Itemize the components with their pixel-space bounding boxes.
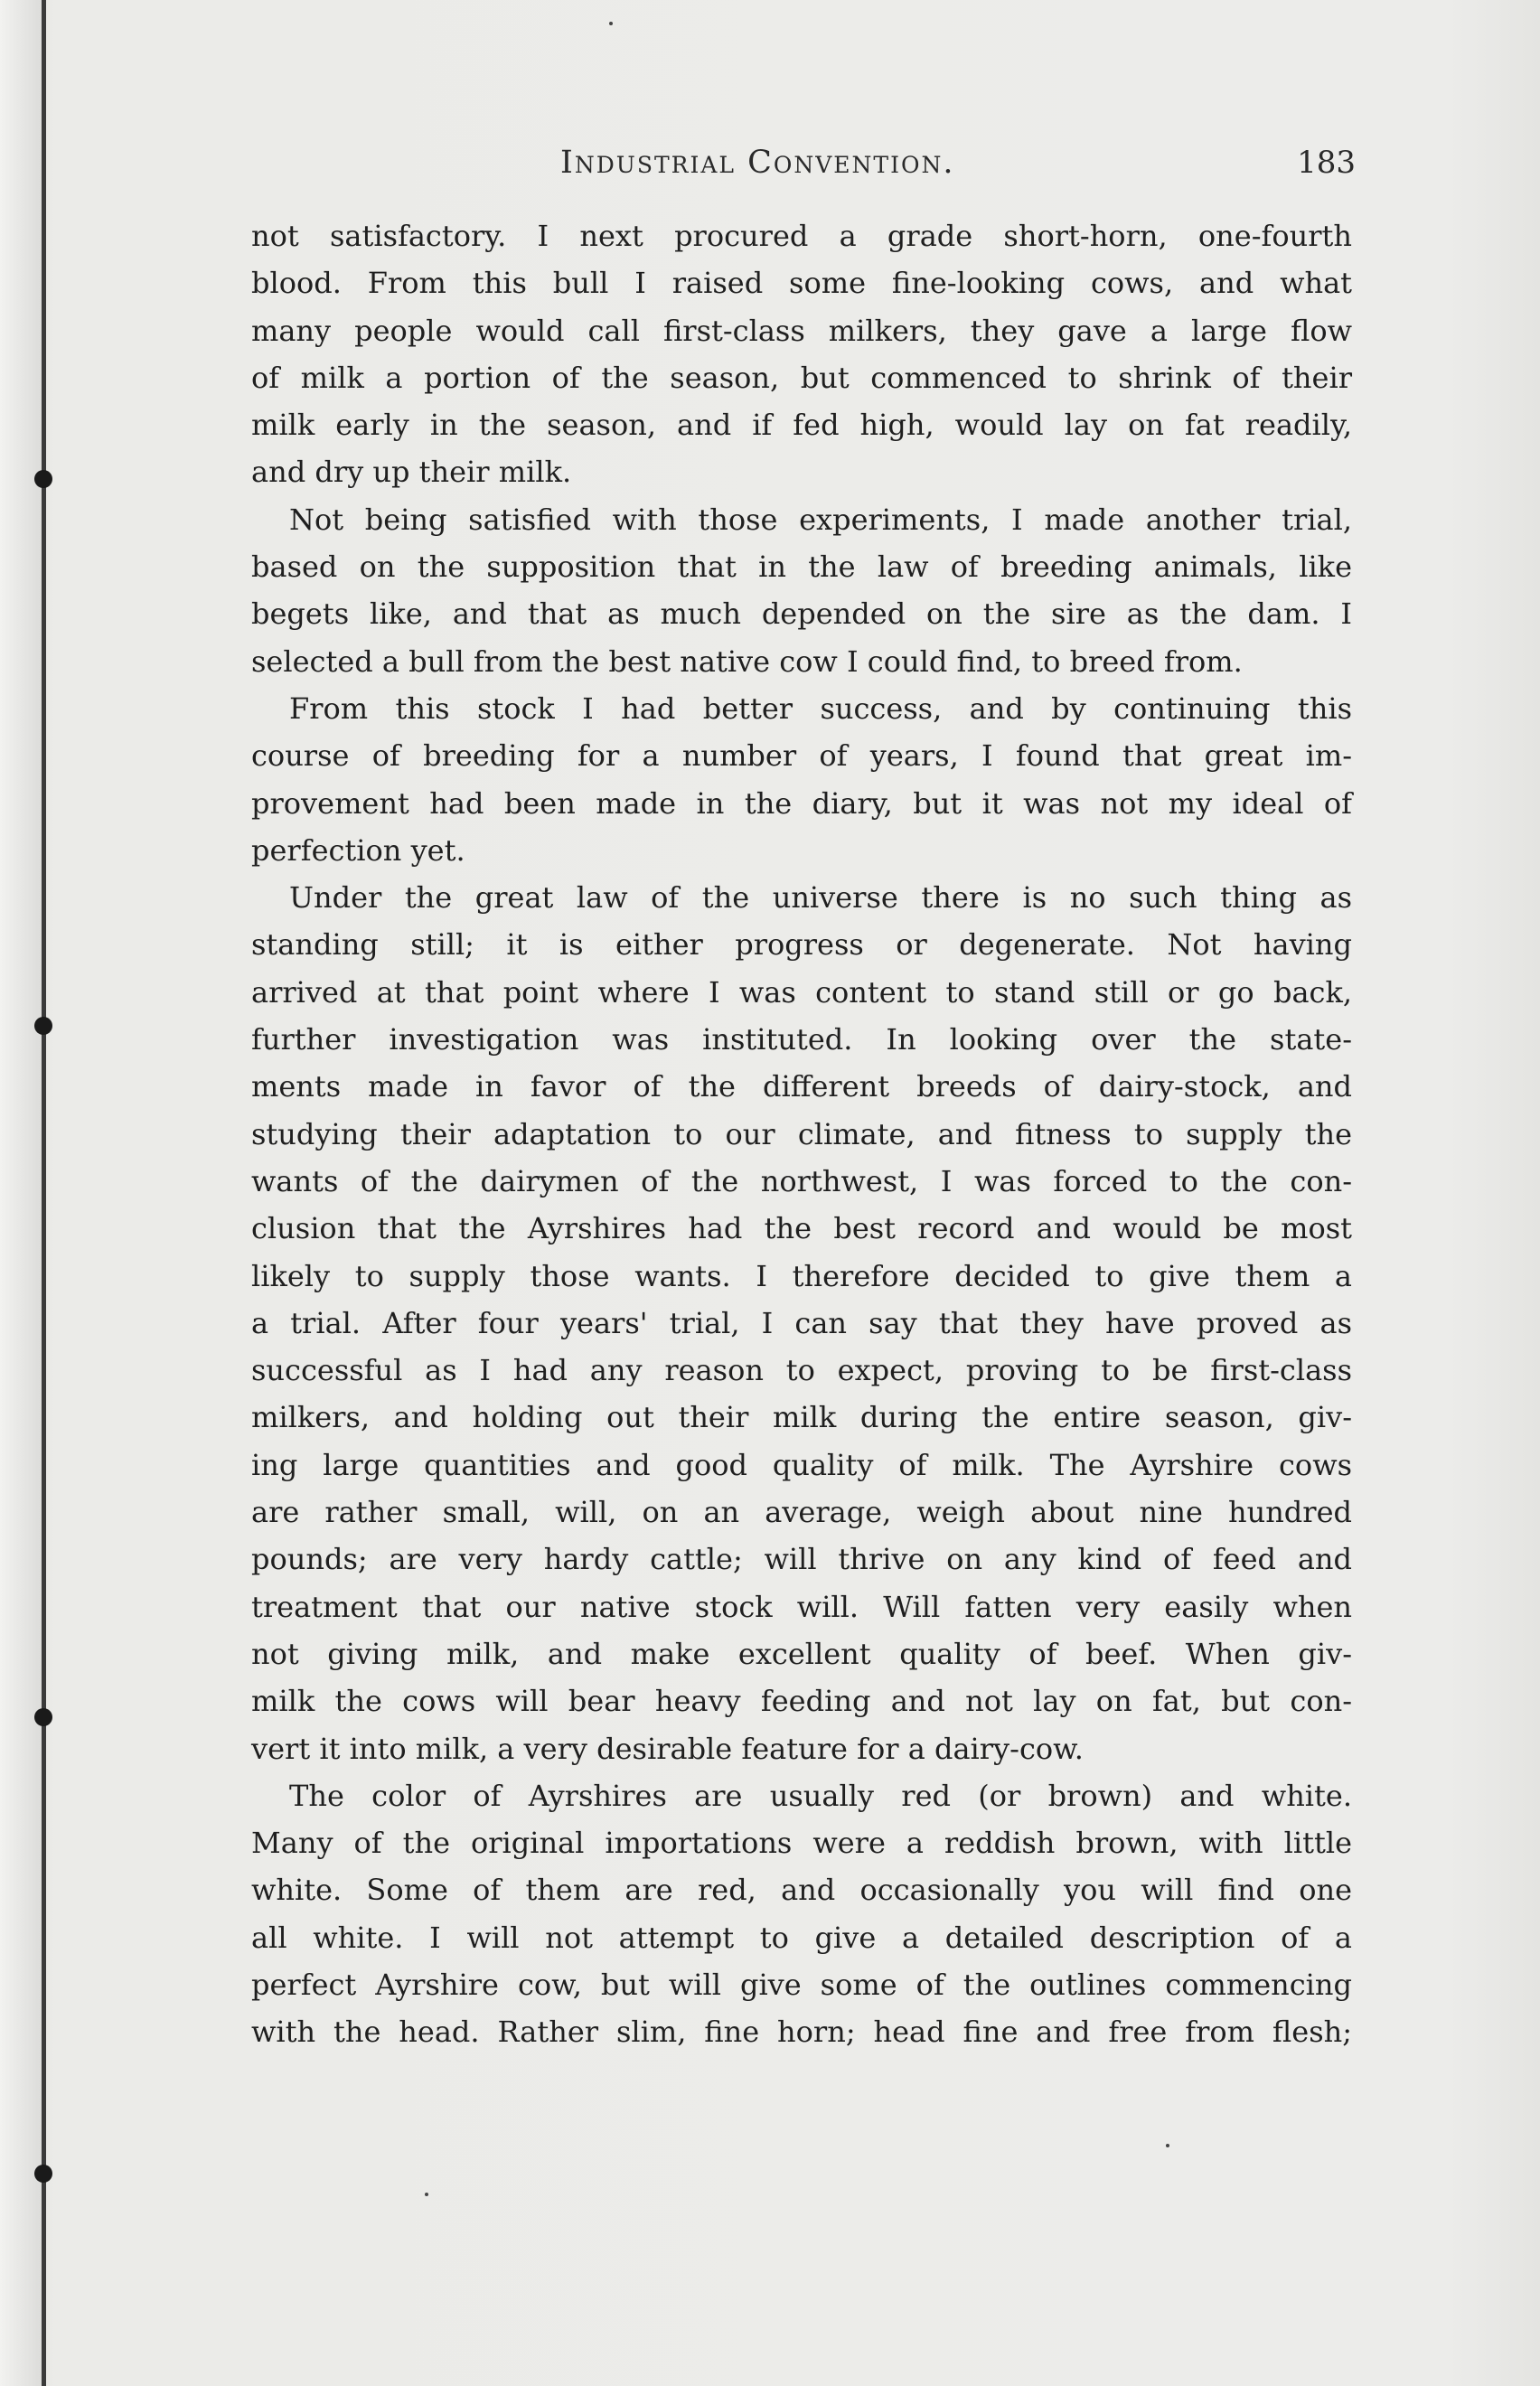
binding-stitch [34,1017,52,1035]
text-line: treatment that our native stock will. Will fatten very easily when [251,1589,1352,1624]
text-line: many people would call first-class milkers, they gave a large flow [251,313,1352,348]
text-line: selected a bull from the best native cow I could find, to breed from. [251,643,1243,679]
text-line: arrived at that point where I was content to stand still or go back, [251,974,1352,1010]
text-line: standing still; it is either progress or degenerate. Not having [251,927,1352,963]
text-line: milk early in the season, and if fed high, would lay on fat readily, [251,408,1352,443]
text-line: not satisfactory. I next procured a grade short-horn, one-fourth [251,219,1352,253]
text-line: white. Some of them are red, and occasionally you will find one [251,1873,1352,1908]
text-line: a trial. After four years' trial, I can say that they have proved as [251,1305,1352,1340]
text-line: course of breeding for a number of years, I found that great im- [251,738,1352,774]
text-line: Under the great law of the universe there is no such thing as [289,880,1352,916]
binding-stitch [34,2165,52,2183]
binding-stitch [34,470,52,488]
text-line: pounds; are very hardy cattle; will thrive on any kind of feed and [251,1542,1352,1577]
text-line: and dry up their milk. [251,455,572,490]
text-line: based on the supposition that in the law of breeding animals, like [251,550,1352,585]
text-line: provement had been made in the diary, but it was not my ideal of [251,785,1352,821]
binding-edge [42,0,46,2386]
text-line: ing large quantities and good quality of milk. The Ayrshire cows [251,1447,1352,1482]
paper-speck [1166,2144,1169,2147]
binding-shadow [0,0,42,2386]
body-text [251,212,1352,2056]
text-line: with the head. Rather slim, fine horn; head fine and free from flesh; [251,2015,1352,2050]
page-header [244,145,1356,199]
text-line: likely to supply those wants. I therefore decided to give them a [251,1258,1352,1293]
text-line: Many of the original importations were a reddish brown, with little [251,1826,1352,1861]
text-line: ments made in favor of the different breeds of dairy-stock, and [251,1069,1352,1104]
text-line: milk the cows will bear heavy feeding and not lay on fat, but con- [251,1684,1352,1719]
text-line: perfection yet. [251,832,465,868]
text-line: blood. From this bull I raised some fine-looking cows, and what [251,266,1352,301]
text-line: milkers, and holding out their milk during the entire season, giv- [251,1400,1352,1435]
page-number: 183 [1297,145,1356,181]
text-line: From this stock I had better success, and by continuing this [289,690,1352,726]
running-head: Industrial Convention. [560,145,955,181]
text-line: of milk a portion of the season, but commenced to shrink of their [251,360,1352,395]
text-line: begets like, and that as much depended on the sire as the dam. I [251,596,1352,632]
binding-stitch [34,1708,52,1726]
text-line: wants of the dairymen of the northwest, I was forced to the con- [251,1163,1352,1198]
text-line: all white. I will not attempt to give a detailed description of a [251,1920,1352,1955]
text-line: vert it into milk, a very desirable feature for a dairy-cow. [251,1731,1084,1766]
text-line: further investigation was instituted. In looking over the state- [251,1022,1352,1057]
text-line: studying their adaptation to our climate, and fitness to supply the [251,1116,1352,1151]
text-line: successful as I had any reason to expect, proving to be first-class [251,1353,1352,1388]
text-line: not giving milk, and make excellent quality of beef. When giv- [251,1636,1352,1671]
paper-speck [425,2193,428,2196]
text-line: are rather small, will, on an average, weigh about nine hundred [251,1495,1352,1530]
text-line: Not being satisfied with those experiments, I made another trial, [289,502,1352,537]
paper-speck [609,22,613,25]
text-line: perfect Ayrshire cow, but will give some of the outlines commencing [251,1967,1352,2002]
text-line: The color of Ayrshires are usually red (or brown) and white. [289,1778,1352,1813]
text-line: clusion that the Ayrshires had the best record and would be most [251,1211,1352,1246]
